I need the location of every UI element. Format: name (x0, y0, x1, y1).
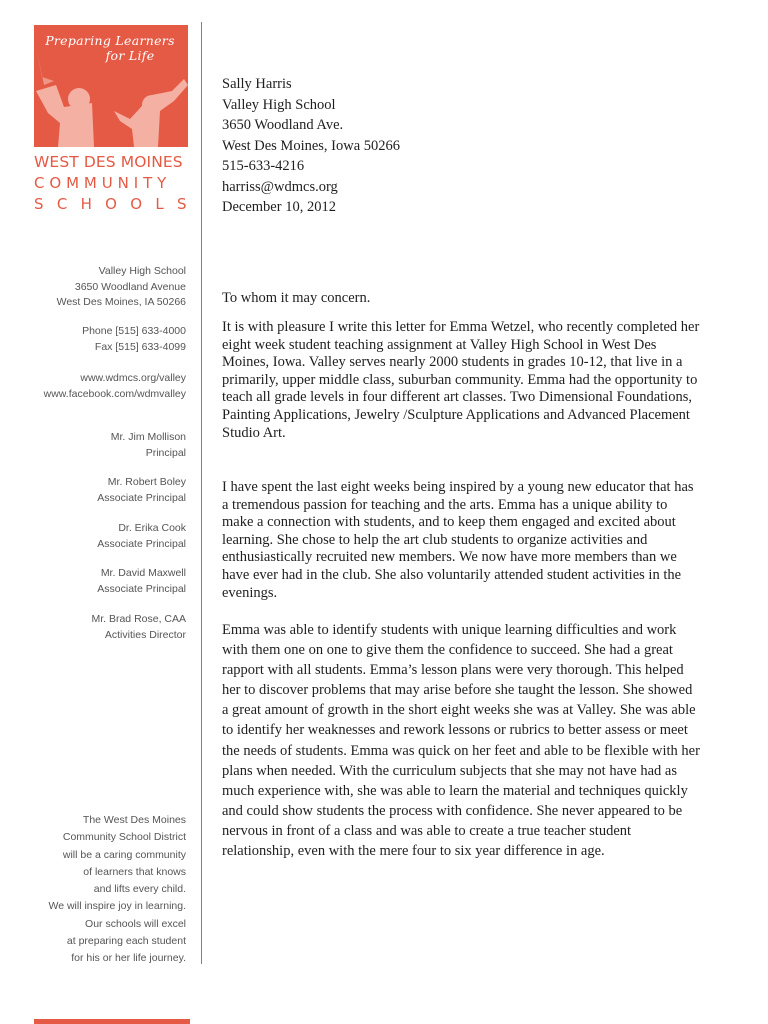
sender-city: West Des Moines, Iowa 50266 (222, 137, 401, 154)
tagline-line-2: for Life (105, 48, 155, 63)
district-name-line-3: SCHOOLS (34, 195, 200, 213)
phone-number: Phone [515] 633-4000 (82, 325, 186, 337)
mission-line: We will inspire joy in learning. (48, 900, 186, 913)
address-line: West Des Moines, IA 50266 (56, 296, 186, 308)
mission-line: The West Des Moines (82, 814, 186, 826)
letter-paragraph-1: It is with pleasure I write this letter for Emma Wetzel, who recently completed her eight week student teaching assignment at Valley High School in West Des Moines, Iowa. Valley serves nearly 2000 students in grades 10-12, that live in a primarily, upper middle class, suburban community. Emma had the opportunity to teach all grade levels in four different art classes. Two Dimensional Foundations, Painting Applications, Jewelry /Sculpture Applications and Advanced Placement Studio Art. (222, 319, 700, 441)
sender-phone: 515-633-4216 (222, 158, 305, 174)
staff-entry (18, 566, 186, 597)
mission-line: will be a caring community (62, 848, 186, 861)
sidebar-divider (201, 22, 202, 964)
address-line: Valley High School (98, 265, 186, 277)
sender-street: 3650 Woodland Ave. (222, 117, 344, 133)
sender-address-block (222, 74, 700, 218)
mission-line: of learners that knows (83, 865, 186, 878)
mission-statement (18, 812, 186, 968)
staff-name: Mr. Brad Rose, CAA (91, 613, 186, 625)
staff-entry (18, 612, 186, 643)
sender-name: Sally Harris (222, 76, 292, 92)
logo-tagline (40, 33, 180, 63)
staff-title: Associate Principal (97, 491, 186, 504)
mission-line: at preparing each student (66, 935, 186, 948)
staff-title: Activities Director (104, 628, 186, 641)
staff-entry (18, 475, 186, 506)
footer-accent-bar (34, 1019, 190, 1024)
district-logo (34, 25, 188, 147)
staff-entry (18, 521, 186, 552)
website-link[interactable]: www.wdmcs.org/valley (80, 372, 186, 384)
mission-line: Community School District (62, 831, 186, 844)
letter-date: December 10, 2012 (222, 199, 336, 215)
district-name-line-2: COMMUNITY (34, 174, 172, 192)
staff-name: Mr. Robert Boley (107, 476, 186, 488)
mission-line: for his or her life journey. (71, 952, 186, 965)
staff-entry (18, 430, 186, 461)
salutation: To whom it may concern. (222, 290, 371, 306)
mission-line: Our schools will excel (85, 917, 186, 930)
tagline-line-1: Preparing Learners (45, 33, 175, 48)
staff-name: Dr. Erika Cook (118, 522, 186, 534)
staff-title: Associate Principal (97, 582, 186, 595)
district-name (34, 152, 200, 215)
address-line: 3650 Woodland Avenue (74, 280, 186, 293)
sender-email: harriss@wdmcs.org (222, 178, 338, 195)
school-address (18, 264, 186, 311)
staff-name: Mr. Jim Mollison (110, 431, 186, 443)
staff-name: Mr. David Maxwell (100, 567, 186, 579)
district-name-line-1: WEST DES MOINES (34, 153, 183, 171)
school-web-links (18, 371, 186, 402)
mission-line: and lifts every child. (93, 883, 186, 896)
letter-paragraph-3: Emma was able to identify students with unique learning difficulties and work with them one on one to give them the confidence to succeed. She had a great rapport with all students. Emma’s lesson plans were very thorough. This helped her to discover problems that may arise before she taught the lesson. She showed a great amount of growth in the short eight weeks she was at Valley. She was able to identify her weaknesses and rework lessons or rubrics to better assess or meet the needs of students. Emma was quick on her feet and able to be flexible with her plans when needed. With the curriculum subjects that she may not have had as much experience with, she was able to learn the material and techniques quickly and could show students the process with confidence. She never appeared to be nervous in front of a class and was able to create a true teacher student relationship, even with the mere four to six year difference in age. (222, 622, 700, 860)
facebook-link[interactable]: www.facebook.com/wdmvalley (43, 387, 186, 400)
sender-school: Valley High School (222, 96, 336, 113)
staff-title: Associate Principal (97, 537, 186, 550)
school-contact-numbers (18, 324, 186, 355)
letter-paragraph-2: I have spent the last eight weeks being inspired by a young new educator that has a tremendous passion for teaching and the arts. Emma has a unique ability to make a connection with students, and to keep them engaged and excited about learning. She chose to help the art club students to organize activities and enthusiastically recruited new members. We now have more members than we have ever had in the club. She also voluntarily attended student activities in the evenings. (222, 479, 694, 601)
fax-number: Fax [515] 633-4099 (94, 340, 186, 353)
staff-title: Principal (145, 446, 186, 459)
